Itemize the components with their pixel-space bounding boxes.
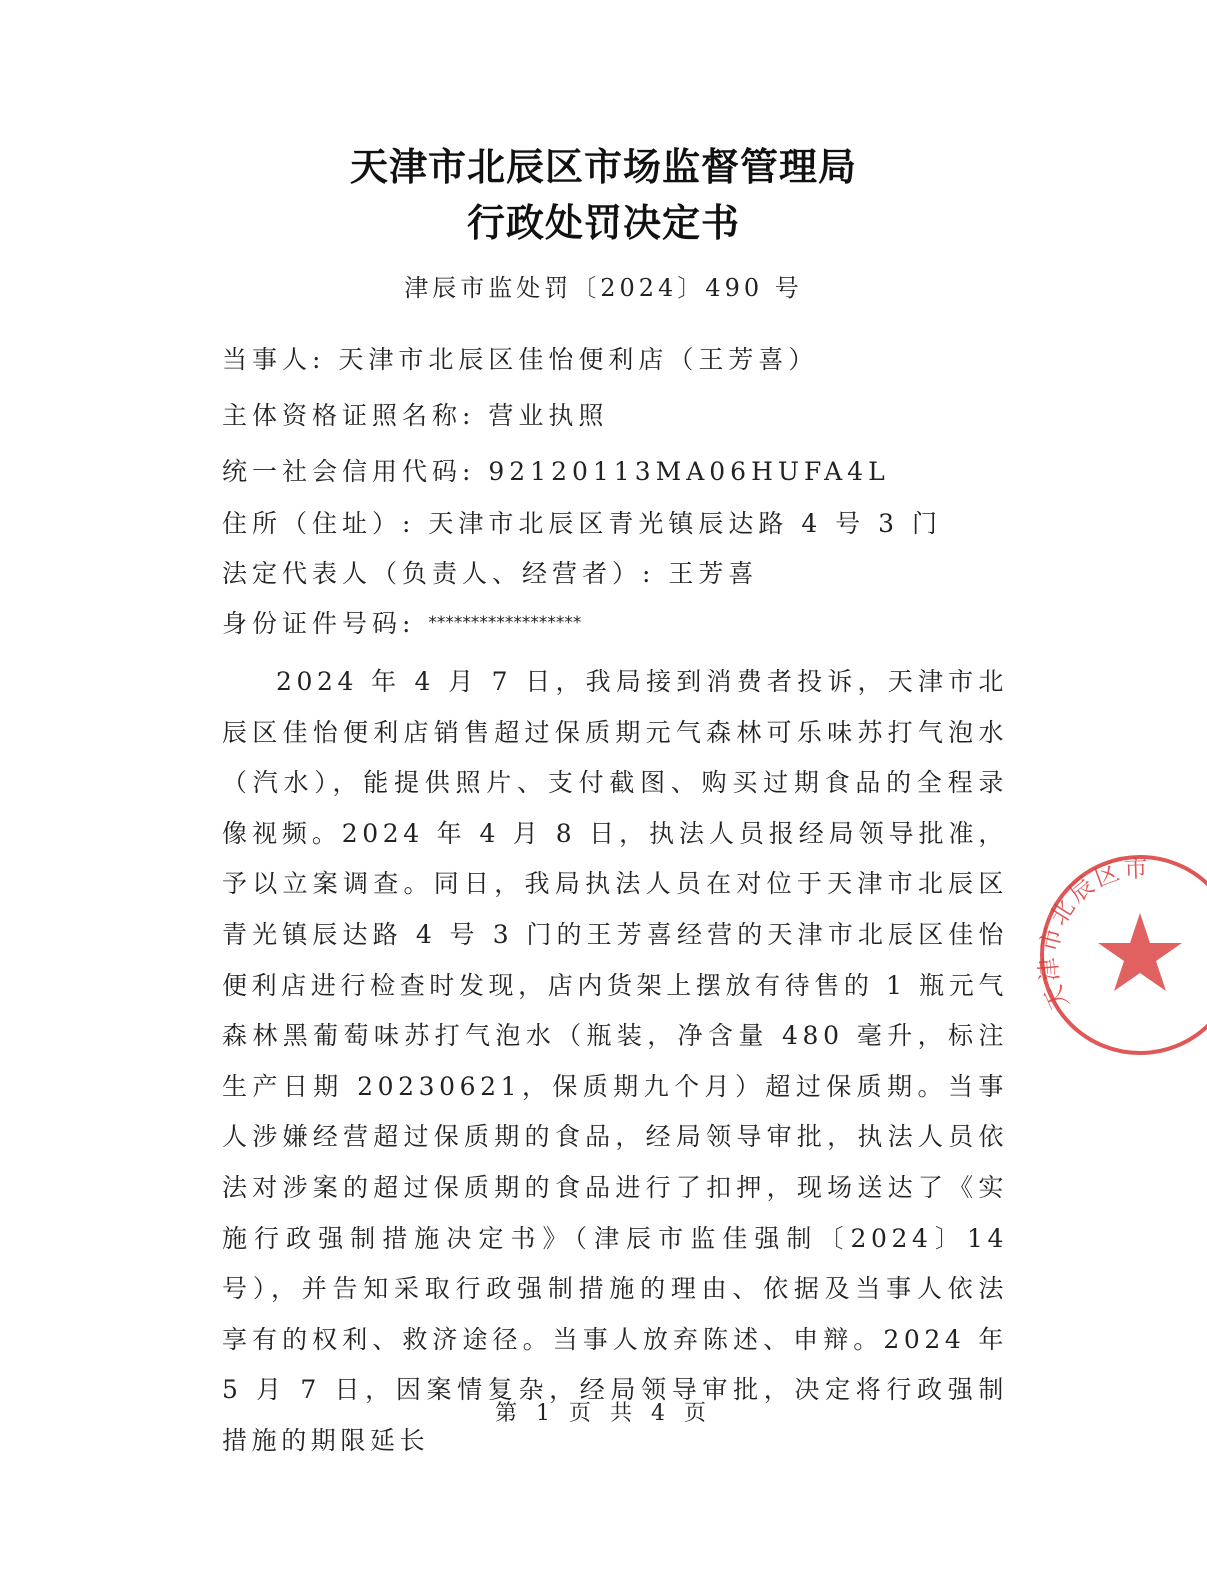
party-name-value: 天津市北辰区佳怡便利店（王芳喜）: [338, 345, 819, 374]
address-label: 住所（住址）:: [222, 509, 429, 538]
credit-code-value: 92120113MA06HUFA4L: [488, 457, 890, 486]
id-number-label: 身份证件号码:: [222, 609, 429, 638]
document-title-line1: 天津市北辰区市场监督管理局: [349, 145, 857, 189]
page-indicator: 第 1 页 共 4 页: [495, 1401, 712, 1426]
license-name-label: 主体资格证照名称:: [222, 401, 489, 430]
id-number-value: ******************: [428, 613, 582, 633]
svg-text:天津市北辰区市: 天津市北辰区市: [1034, 854, 1152, 1015]
case-facts-paragraph: 2024 年 4 月 7 日，我局接到消费者投诉，天津市北辰区佳怡便利店销售超过保质期元气森林可乐味苏打气泡水（汽水），能提供照片、支付截图、购买过期食品的全程录像视频。2024 年 4 月 8 日，执法人员报经局领导批准，予以立案调查。同日，我局执法人员在对位于天津市北辰区青光镇辰达路 4 号 3 门的王芳喜经营的天津市北辰区佳怡便利店进行检查时发现，店内货架上摆放有待售的 1 瓶元气森林黑葡萄味苏打气泡水（瓶装，净含量 480 毫升，标注生产日期 20230621，保质期九个月）超过保质期。当事人涉嫌经营超过保质期的食品，经局领导审批，执法人员依法对涉案的超过保质期的食品进行了扣押，现场送达了《实施行政强制措施决定书》（津辰市监佳强制〔2024〕14 号），并告知采取行政强制措施的理由、依据及当事人依法享有的权利、救济途径。当事人放弃陈述、申辩。2024 年 5 月 7 日，因案情复杂，经局领导审批，决定将行政强制措施的期限延长: [222, 667, 1008, 1455]
party-name-row: [222, 340, 1022, 376]
address-value: 天津市北辰区青光镇辰达路 4 号 3 门: [428, 509, 942, 538]
legal-representative-value: 王芳喜: [668, 559, 759, 588]
legal-representative-label: 法定代表人（负责人、经营者）:: [222, 559, 669, 588]
credit-code-row: [222, 452, 1022, 488]
official-seal-stamp: [1034, 854, 1207, 1055]
license-name-row: [222, 396, 1022, 432]
credit-code-label: 统一社会信用代码:: [222, 457, 489, 486]
party-name-label: 当事人:: [222, 345, 339, 374]
legal-representative-row: [222, 554, 1022, 590]
id-number-row: [222, 604, 1022, 640]
document-number: 津辰市监处罚〔2024〕490 号: [404, 274, 803, 302]
address-row: [222, 504, 1022, 540]
document-title-line2: 行政处罚决定书: [466, 201, 740, 245]
license-name-value: 营业执照: [488, 401, 609, 430]
